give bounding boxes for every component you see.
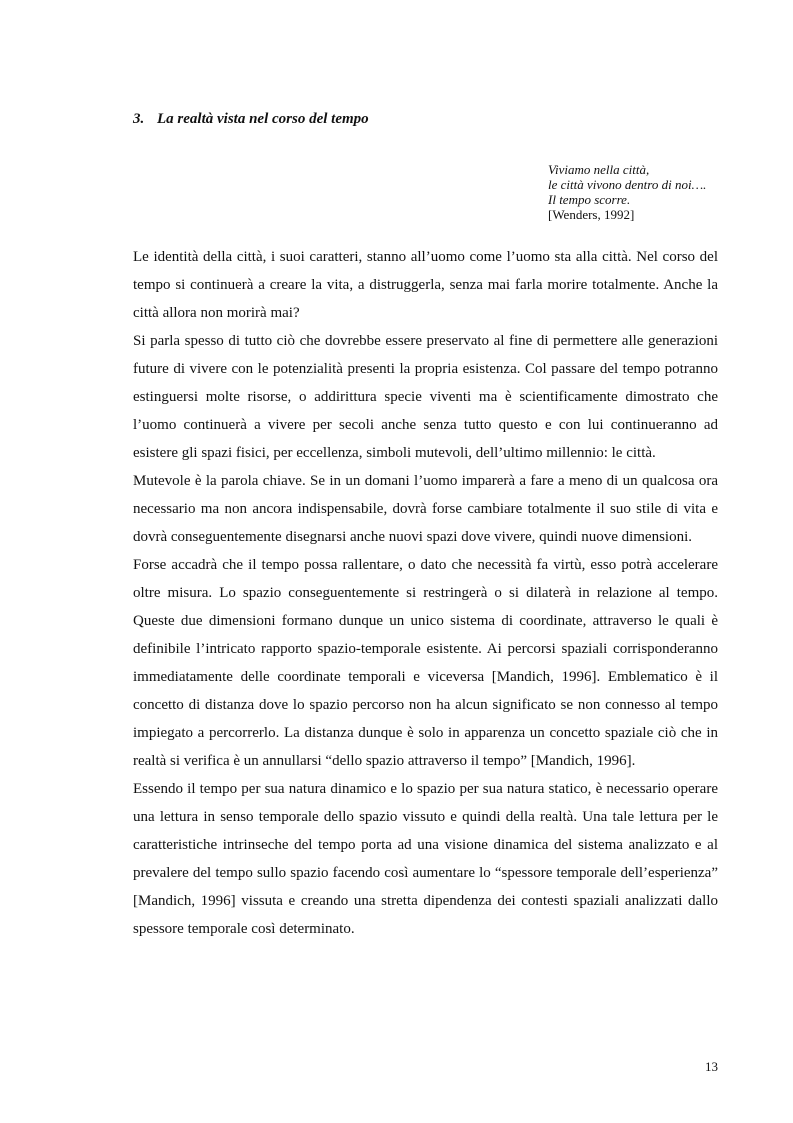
epigraph-line: Viviamo nella città, [548, 162, 650, 177]
paragraph: Mutevole è la parola chiave. Se in un domani l’uomo imparerà a fare a meno di un qualcosa ora necessario ma non ancora indispensabile, dovrà forse cambiare totalmente il suo stile di vita e dovrà conseguentemente disegnarsi anche nuovi spazi dove vivere, quindi nuove dimensioni. [133, 473, 718, 545]
section-number: 3. [133, 111, 145, 127]
section-title: La realtà vista nel corso del tempo [157, 111, 369, 127]
page-number: 13 [705, 1059, 718, 1074]
section-heading [133, 111, 369, 128]
epigraph-citation: [Wenders, 1992] [548, 207, 635, 222]
paragraph: Essendo il tempo per sua natura dinamico e lo spazio per sua natura statico, è necessario operare una lettura in senso temporale dello spazio vissuto e quindi della realtà. Una tale lettura per le caratteristiche intrinseche del tempo porta ad una visione dinamica del sistema analizzato e al prevalere del tempo sullo spazio facendo così aumentare lo “spessore temporale dell’esperienza” [Mandich, 1996] vissuta e creando una stretta dipendenza dei contesti spaziali analizzati dallo spessore temporale così determinato. [133, 781, 718, 937]
epigraph [548, 162, 706, 222]
paragraph: Si parla spesso di tutto ciò che dovrebbe essere preservato al fine di permettere alle generazioni future di vivere con le potenzialità presenti la propria esistenza. Col passare del tempo potranno estinguersi molte risorse, o addirittura specie viventi ma è scientificamente dimostrato che l’uomo continuerà a vivere per secoli anche senza tutto questo e con lui continueranno ad esistere gli spazi fisici, per eccellenza, simboli mutevoli, dell’ultimo millennio: le città. [133, 333, 718, 461]
epigraph-line: le città vivono dentro di noi…. [548, 177, 707, 192]
paragraph: Forse accadrà che il tempo possa rallentare, o dato che necessità fa virtù, esso potrà accelerare oltre misura. Lo spazio conseguentemente si restringerà o si dilaterà in relazione al tempo. Queste due dimensioni formano dunque un unico sistema di coordinate, attraverso le quali è definibile l’intricato rapporto spazio-temporale esistente. Ai percorsi spaziali corrisponderanno immediatamente delle coordinate temporali e viceversa [Mandich, 1996]. Emblematico è il concetto di distanza dove lo spazio percorso non ha alcun significato se non connesso al tempo impiegato a percorrerlo. La distanza dunque è solo in apparenza un concetto spaziale ciò che in realtà si verifica è un annullarsi “dello spazio attraverso il tempo” [Mandich, 1996]. [133, 557, 718, 769]
body-text [133, 243, 718, 943]
epigraph-line: Il tempo scorre. [548, 192, 631, 207]
paragraph: Le identità della città, i suoi caratteri, stanno all’uomo come l’uomo sta alla città. Nel corso del tempo si continuerà a creare la vita, a distruggerla, senza mai farla morire totalmente. Anche la città allora non morirà mai? [133, 249, 718, 321]
